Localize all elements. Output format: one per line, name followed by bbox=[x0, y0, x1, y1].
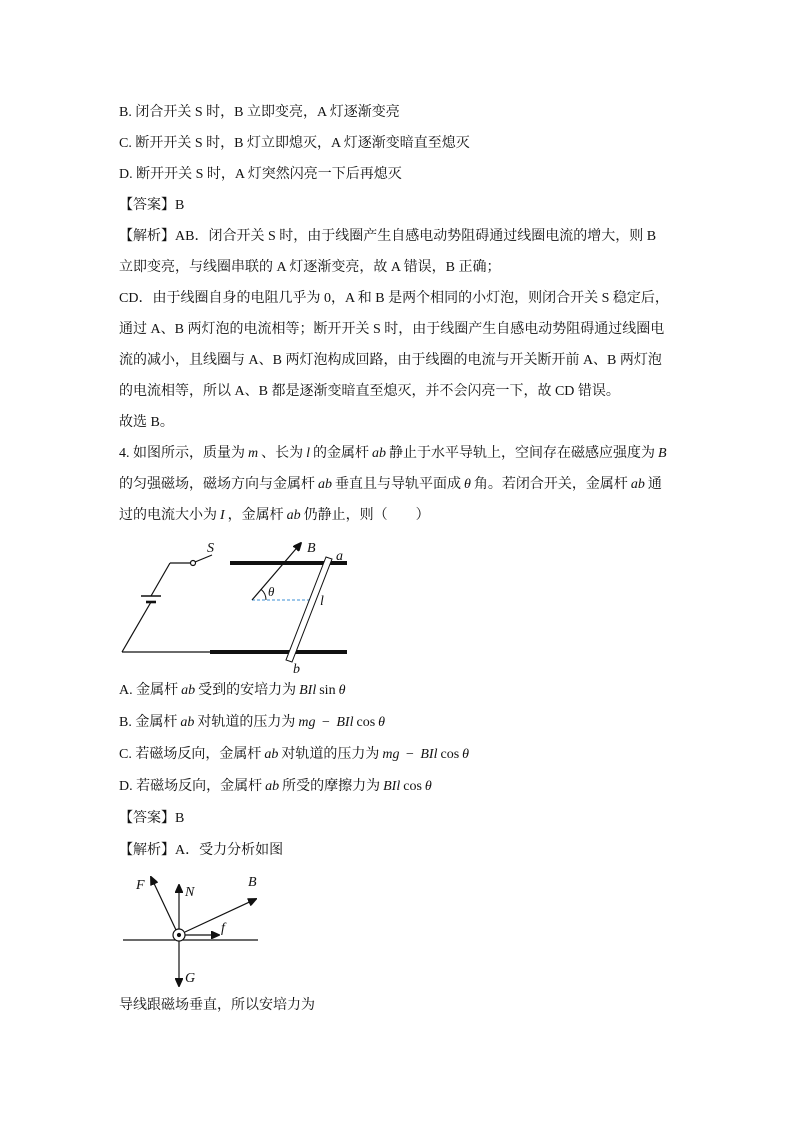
q3-analysis-line-3 bbox=[119, 283, 779, 314]
text-run: D. 断开开关 S 时，A 灯突然闪亮一下后再熄灭 bbox=[119, 167, 402, 182]
math-symbol: ab bbox=[265, 779, 280, 794]
text-run: ，金属杆 bbox=[227, 508, 284, 523]
switch-lever bbox=[195, 555, 212, 562]
text-run: C. 若磁场反向，金属杆 bbox=[119, 747, 262, 762]
math-symbol: BIl bbox=[383, 779, 401, 794]
math-symbol: θ bbox=[378, 715, 386, 730]
gravity-label: G bbox=[185, 971, 196, 986]
q4-stem-line-2 bbox=[119, 469, 779, 500]
math-symbol: BIl bbox=[420, 747, 438, 762]
math-symbol: θ bbox=[338, 683, 346, 698]
q4-stem-line-1 bbox=[119, 438, 779, 469]
math-symbol: ab bbox=[630, 477, 645, 492]
q3-answer-line-1 bbox=[119, 190, 779, 221]
metal-rod-ab bbox=[286, 557, 332, 662]
text-run: 立即变亮，与线圈串联的 A 灯逐渐变亮，故 A 错误，B 正确； bbox=[119, 260, 501, 275]
math-symbol: BIl bbox=[336, 715, 354, 730]
text-run: 静止于水平导轨上，空间存在磁感应强度为 bbox=[389, 446, 656, 461]
text-run: 流的减小，且线圈与 A、B 两灯泡构成回路，由于线圈的电流与开关断开前 A、B 两灯泡 bbox=[119, 353, 662, 368]
text-block-upper bbox=[119, 97, 779, 531]
switch-label: S bbox=[207, 541, 214, 556]
text-run: D. 若磁场反向，金属杆 bbox=[119, 779, 263, 794]
field-label: B bbox=[248, 875, 257, 890]
text-run: 【答案】B bbox=[119, 811, 185, 826]
text-run: CD．由于线圈自身的电阻几乎为 0，A 和 B 是两个相同的小灯泡，则闭合开关 S 稳定后， bbox=[119, 291, 669, 306]
q3-remaining-options-line-1 bbox=[119, 97, 779, 128]
math-symbol: θ bbox=[462, 747, 470, 762]
normal-force-label: N bbox=[185, 885, 195, 900]
text-run: B. 金属杆 bbox=[119, 715, 178, 730]
q3-analysis-line-4 bbox=[119, 314, 779, 345]
angle-theta-arc bbox=[261, 589, 266, 600]
text-run: 的匀强磁场，磁场方向与金属杆 bbox=[119, 477, 315, 492]
rod-length-label: l bbox=[320, 594, 324, 609]
q4-analysis-continued bbox=[119, 990, 779, 1022]
q3-analysis-line-2 bbox=[119, 252, 779, 283]
math-symbol: ab bbox=[372, 446, 387, 461]
ampere-force-arrow bbox=[151, 877, 176, 930]
text-run: A. 金属杆 bbox=[119, 683, 179, 698]
q4-stem bbox=[119, 438, 779, 531]
q4-stem-line-3 bbox=[119, 500, 779, 531]
q3-analysis bbox=[119, 221, 779, 438]
math-symbol: I bbox=[220, 508, 225, 523]
field-label: B bbox=[307, 541, 316, 556]
q4-options-line-1 bbox=[119, 675, 779, 707]
wire-left-lower bbox=[122, 602, 151, 652]
q3-analysis-line-1 bbox=[119, 221, 779, 252]
q4-options bbox=[119, 675, 779, 803]
math-symbol: ab bbox=[318, 477, 332, 492]
q4-options-line-4 bbox=[119, 771, 779, 803]
math-symbol: ab bbox=[264, 747, 279, 762]
text-run: 通 bbox=[647, 477, 662, 492]
text-run: 受到的安培力为 bbox=[198, 683, 297, 698]
math-symbol: B bbox=[658, 446, 667, 461]
text-run: 对轨道的压力为 bbox=[281, 747, 380, 762]
math-symbol: mg bbox=[298, 715, 316, 730]
text-run: 通过 A、B 两灯泡的电流相等；断开开关 S 时，由于线圈产生自感电动势阻碍通过线圈电 bbox=[119, 322, 665, 337]
q4-answer-line-1 bbox=[119, 803, 779, 835]
text-run: − bbox=[318, 715, 334, 730]
q3-analysis-line-6 bbox=[119, 376, 779, 407]
text-run: 过的电流大小为 bbox=[119, 508, 217, 523]
math-symbol: ab bbox=[286, 508, 301, 523]
text-run: 仍静止，则（ ） bbox=[303, 508, 430, 523]
angle-label: θ bbox=[268, 584, 275, 599]
text-run: 对轨道的压力为 bbox=[197, 715, 296, 730]
text-block-lower bbox=[119, 990, 779, 1022]
friction-label: f bbox=[221, 921, 225, 936]
text-run: 所受的摩擦力为 bbox=[282, 779, 381, 794]
math-symbol: BIl bbox=[299, 683, 317, 698]
force-diagram bbox=[115, 865, 265, 995]
q4-options-line-2 bbox=[119, 707, 779, 739]
q3-remaining-options-line-2 bbox=[119, 128, 779, 159]
q3-remaining-options bbox=[119, 97, 779, 190]
text-run: cos bbox=[403, 779, 422, 794]
field-b-arrow bbox=[252, 543, 301, 600]
text-run: cos bbox=[356, 715, 376, 730]
q3-analysis-line-5 bbox=[119, 345, 779, 376]
math-symbol: m bbox=[248, 446, 259, 461]
math-symbol: θ bbox=[464, 477, 471, 492]
rod-end-a-label: a bbox=[336, 549, 343, 564]
text-run: 【答案】B bbox=[119, 198, 185, 213]
text-run: − bbox=[402, 747, 418, 762]
q3-analysis-line-7 bbox=[119, 407, 779, 438]
math-symbol: ab bbox=[180, 715, 195, 730]
q4-options-line-3 bbox=[119, 739, 779, 771]
rod-end-b-label: b bbox=[293, 662, 300, 677]
text-run: 的电流相等，所以 A、B 都是逐渐变暗直至熄灭，并不会闪亮一下，故 CD 错误。 bbox=[119, 384, 620, 399]
math-symbol: θ bbox=[424, 779, 432, 794]
text-run: 【解析】A．受力分析如图 bbox=[119, 843, 284, 858]
q4-analysis-continued-line-1 bbox=[119, 990, 779, 1022]
text-run: 角。若闭合开关，金属杆 bbox=[473, 477, 628, 492]
q4-analysis bbox=[119, 835, 779, 867]
q3-remaining-options-line-3 bbox=[119, 159, 779, 190]
text-run: 垂直且与导轨平面成 bbox=[335, 477, 461, 492]
text-block-middle bbox=[119, 675, 779, 867]
text-run: cos bbox=[440, 747, 460, 762]
circuit-figure bbox=[115, 535, 355, 675]
q4-analysis-line-1 bbox=[119, 835, 779, 867]
wire-left-upper bbox=[151, 563, 170, 596]
text-run: 4. 如图所示，质量为 bbox=[119, 446, 245, 461]
text-run: 、长为 bbox=[261, 446, 304, 461]
text-run: C. 断开开关 S 时，B 灯立即熄灭，A 灯逐渐变暗直至熄灭 bbox=[119, 136, 470, 151]
text-run: 的金属杆 bbox=[313, 446, 370, 461]
q4-answer bbox=[119, 803, 779, 835]
math-symbol: mg bbox=[382, 747, 400, 762]
ampere-force-label: F bbox=[136, 878, 145, 893]
math-symbol: ab bbox=[181, 683, 196, 698]
text-run: B. 闭合开关 S 时，B 立即变亮，A 灯逐渐变亮 bbox=[119, 105, 400, 120]
text-run: 导线跟磁场垂直，所以安培力为 bbox=[119, 998, 315, 1013]
current-dot bbox=[177, 933, 180, 936]
q3-answer bbox=[119, 190, 779, 221]
text-run: 故选 B。 bbox=[119, 415, 174, 430]
text-run: 【解析】AB．闭合开关 S 时，由于线圈产生自感电动势阻碍通过线圈电流的增大，则 B bbox=[119, 229, 657, 244]
math-symbol: l bbox=[306, 446, 311, 461]
text-run: sin bbox=[319, 683, 336, 698]
switch-pivot bbox=[191, 561, 196, 566]
